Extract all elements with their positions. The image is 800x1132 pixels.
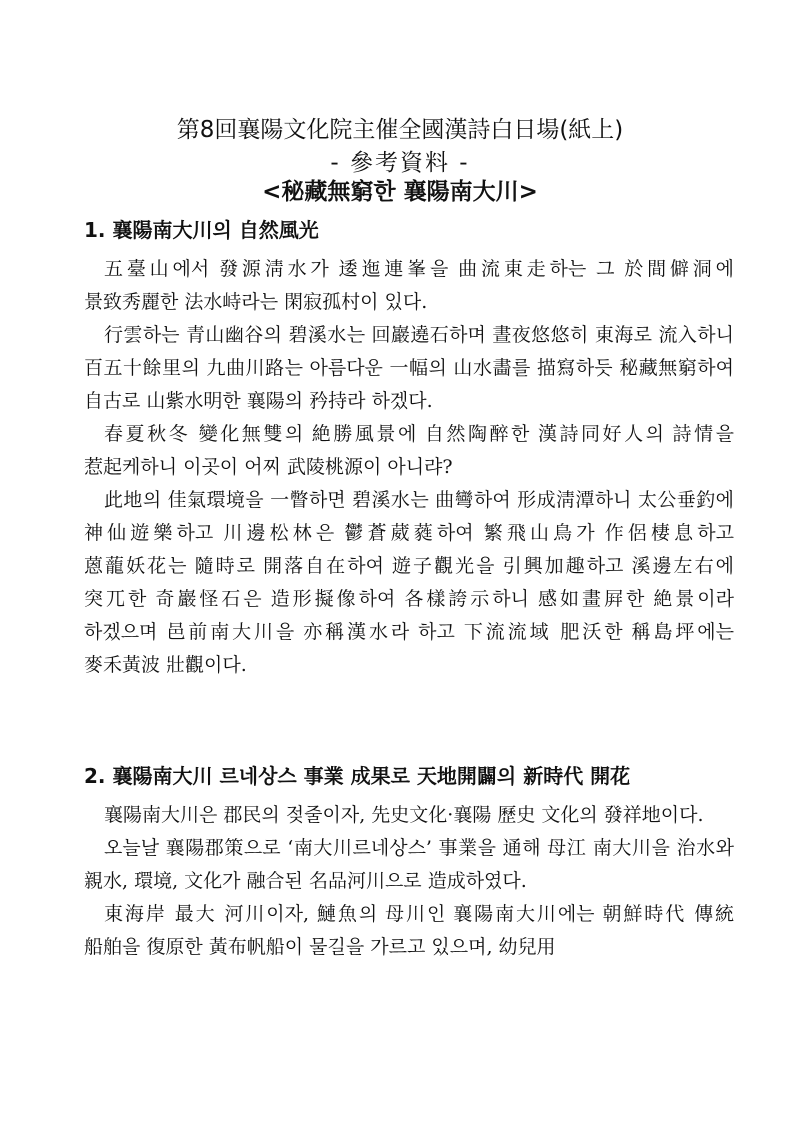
paragraph: 春夏秋冬 變化無雙의 絶勝風景에 自然陶醉한 漢詩同好人의 詩情을 惹起케하니 이곳이 어찌 武陵桃源이 아니랴? bbox=[84, 423, 734, 478]
paragraph: 此地의 佳氣環境을 一瞥하면 碧溪水는 曲彎하여 形成淸潭하니 太公垂釣에 神仙遊樂하고 川邊松林은 鬱蒼葳蕤하여 繁飛山鳥가 作侶棲息하고 蒽蘢妖花는 隨時로 開落自在하여 遊子觀光을 引興加趣하고 溪邊左右에 突兀한 奇巖怪石은 造形擬像하여 各樣誇示하니 感如畫屛한 絶景이라 하겠으며 邑前南大川을 亦稱漢水라 하고 下流流域 肥沃한 稱島坪에는 麥禾黃波 壯觀이다. bbox=[84, 489, 734, 676]
section-renaissance bbox=[84, 760, 734, 964]
paragraph: 襄陽南大川은 郡民의 젖줄이자, 先史文化·襄陽 歷史 文化의 發祥地이다. bbox=[104, 804, 704, 826]
document-subtitle: - 參考資料 - bbox=[330, 150, 470, 176]
paragraph: 五臺山에서 發源淸水가 逶迤連峯을 曲流東走하는 그 於間僻洞에 景致秀麗한 法水峙라는 閑寂孤村이 있다. bbox=[84, 258, 734, 313]
paragraph: 오늘날 襄陽郡策으로 ‘南大川르네상스’ 事業을 通해 母江 南大川을 治水와 親水, 環境, 文化가 融合된 名品河川으로 造成하였다. bbox=[84, 837, 734, 892]
paragraph: 行雲하는 青山幽谷의 碧溪水는 回巖遶石하며 晝夜悠悠히 東海로 流入하니 百五十餘里의 九曲川路는 아름다운 一幅의 山水畵를 描寫하듯 秘藏無窮하여 自古로 山紫水明한 襄陽의 矜持라 하겠다. bbox=[84, 324, 734, 412]
paragraph: 東海岸 最大 河川이자, 鰱魚의 母川인 襄陽南大川에는 朝鮮時代 傳統 船舶을 復原한 黃布帆船이 물길을 가르고 있으며, 幼兒用 bbox=[84, 903, 734, 958]
section-heading: 1. 襄陽南大川의 自然風光 bbox=[84, 218, 319, 242]
document-main-title: <秘藏無窮한 襄陽南大川> bbox=[262, 179, 538, 205]
document-title: 第8回襄陽文化院主催全國漢詩白日場(紙上) bbox=[176, 117, 624, 143]
section-natural-scenery bbox=[84, 214, 734, 682]
section-heading: 2. 襄陽南大川 르네상스 事業 成果로 天地開闢의 新時代 開花 bbox=[84, 764, 631, 788]
